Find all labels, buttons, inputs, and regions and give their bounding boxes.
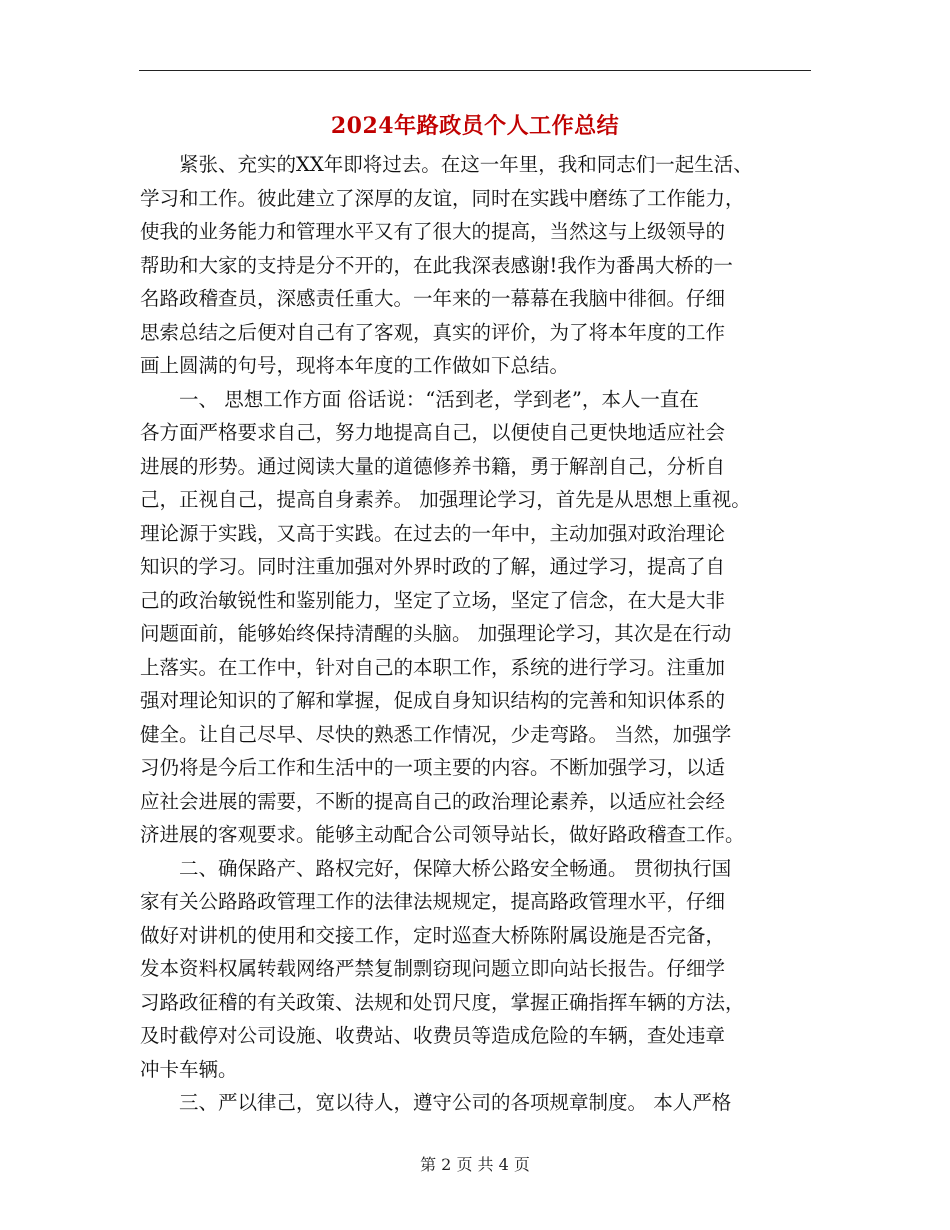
body-line: 习仍将是今后工作和生活中的一项主要的内容。不断加强学习，以适 [140,756,726,779]
body-line: 思索总结之后便对自己有了客观，真实的评价，为了将本年度的工作 [140,320,726,344]
header-rule [139,70,811,71]
body-line: 强对理论知识的了解和掌握，促成自身知识结构的完善和知识体系的 [140,689,726,712]
body-line: 使我的业务能力和管理水平又有了很大的提高，当然这与上级领导的 [140,220,726,243]
body-line: 上落实。在工作中，针对自己的本职工作，系统的进行学习。注重加 [140,655,726,679]
body-line: 家有关公路路政管理工作的法律法规规定，提高路政管理水平，仔细 [140,890,726,913]
body-line: 健全。让自己尽早、尽快的熟悉工作情况，少走弯路。 当然，加强学 [140,722,732,746]
body-line: 及时截停对公司设施、收费站、收费员等造成危险的车辆，查处违章 [140,1024,726,1047]
body-line: 各方面严格要求自己，努力地提高自己，以便使自己更快地适应社会 [140,421,726,444]
body-line: 济进展的客观要求。能够主动配合公司领导站长，做好路政稽查工作。 [140,823,745,846]
body-line: 知识的学习。同时注重加强对外界时政的了解，通过学习，提高了自 [140,555,726,578]
body-line: 学习和工作。彼此建立了深厚的友谊，同时在实践中磨练了工作能力， [140,186,745,210]
document-title: 2024年路政员个人工作总结 [330,113,620,139]
body-line: 应社会进展的需要，不断的提高自己的政治理论素养，以适应社会经 [140,789,726,813]
body-line: 一、 思想工作方面 俗话说：“活到老，学到老”，本人一直在 [140,387,699,411]
body-line: 帮助和大家的支持是分不开的，在此我深表感谢!我作为番禺大桥的一 [140,253,733,277]
body-line: 做好对讲机的使用和交接工作，定时巡查大桥陈附属设施是否完备， [140,923,726,947]
body-line: 己的政治敏锐性和鉴别能力，坚定了立场，坚定了信念，在大是大非 [140,588,726,612]
body-line: 理论源于实践，又高于实践。在过去的一年中，主动加强对政治理论 [140,521,726,545]
body-line: 名路政稽查员，深感责任重大。一年来的一幕幕在我脑中徘徊。仔细 [140,287,726,310]
body-line: 习路政征稽的有关政策、法规和处罚尺度，掌握正确指挥车辆的方法， [140,990,745,1014]
body-line: 进展的形势。通过阅读大量的道德修养书籍，勇于解剖自己，分析自 [140,454,726,478]
body-line: 紧张、充实的XX年即将过去。在这一年里，我和同志们一起生活、 [140,153,753,176]
document-body [140,148,820,1120]
body-line: 己，正视自己，提高自身素养。 加强理论学习，首先是从思想上重视。 [140,488,751,511]
body-line: 二、确保路产、路权完好，保障大桥公路安全畅通。 贯彻执行国 [140,856,732,880]
body-line: 发本资料权属转载网络严禁复制剽窃现问题立即向站长报告。仔细学 [140,957,726,980]
body-line: 问题面前，能够始终保持清醒的头脑。 加强理论学习，其次是在行动 [140,622,732,645]
body-line: 三、严以律己，宽以待人，遵守公司的各项规章制度。 本人严格 [140,1091,732,1114]
body-line: 画上圆满的句号，现将本年度的工作做如下总结。 [140,354,570,377]
body-line: 冲卡车辆。 [140,1057,238,1081]
page-number: 第 2 页 共 4 页 [420,1155,530,1174]
